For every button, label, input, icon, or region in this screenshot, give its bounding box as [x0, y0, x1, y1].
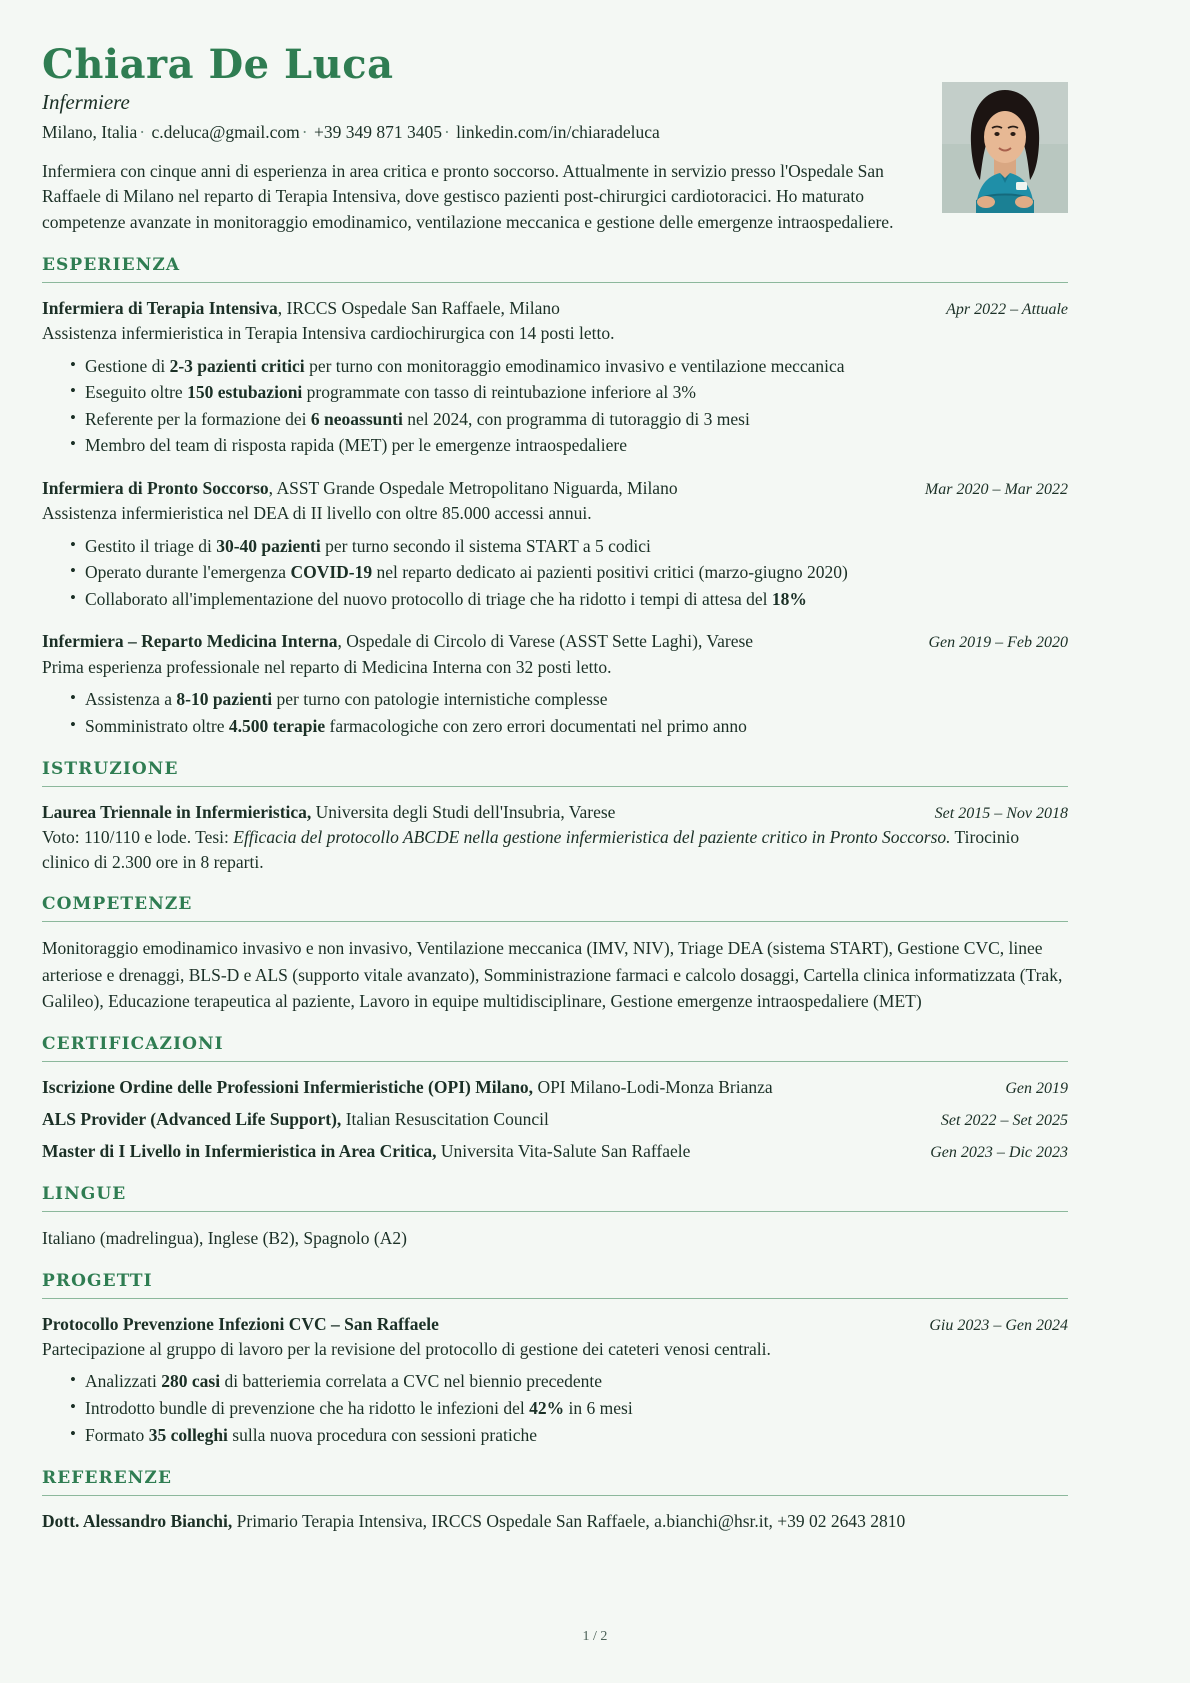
experience-separator: ,	[268, 477, 277, 498]
page-indicator: 1 / 2	[582, 1629, 608, 1644]
profile-photo	[942, 82, 1068, 213]
experience-bullet-list	[42, 353, 1068, 459]
bullet-text-pre: Formato	[85, 1424, 149, 1445]
section-references	[42, 1468, 1068, 1533]
education-school: Universita degli Studi dell'Insubria, Varese	[311, 802, 616, 823]
candidate-headline: Infermiere	[42, 90, 130, 114]
section-title-references: REFERENZE	[42, 1468, 173, 1489]
project-entry	[42, 1312, 1068, 1448]
experience-role: Infermiera di Terapia Intensiva	[42, 297, 278, 318]
bullet-text-bold: 18%	[771, 588, 807, 609]
project-title	[42, 1312, 911, 1336]
project-entry-head	[42, 1312, 1068, 1336]
certification-title	[42, 1107, 923, 1131]
bullet-text-pre: Somministrato oltre	[85, 715, 229, 736]
certification-name: Master di I Livello in Infermieristica in Area Critica,	[42, 1141, 437, 1162]
certification-row	[42, 1075, 1068, 1099]
certification-issuer: OPI Milano-Lodi-Monza Brianza	[533, 1077, 773, 1098]
list-item	[70, 533, 1068, 560]
contact-line	[42, 121, 1068, 145]
bullet-text-post: sulla nuova procedura con sessioni pratiche	[227, 1424, 537, 1445]
education-degree: Laurea Triennale in Infermieristica,	[42, 802, 312, 823]
section-rule-references	[42, 1495, 1068, 1496]
bullet-text-pre: Analizzati	[85, 1371, 162, 1392]
bullet-text-post: farmacologiche con zero errori documentati nel primo anno	[325, 715, 747, 736]
certification-issuer: Italian Resuscitation Council	[341, 1109, 549, 1130]
education-detail	[42, 825, 1068, 874]
experience-date: Gen 2019 – Feb 2020	[928, 634, 1068, 652]
section-rule-skills	[42, 921, 1068, 922]
bullet-text-bold: 150 estubazioni	[187, 382, 303, 403]
contact-separator-1: ·	[139, 122, 146, 143]
experience-role: Infermiera – Reparto Medicina Interna	[42, 631, 338, 652]
experience-bullet-list	[42, 533, 1068, 613]
bullet-text-post: programmate con tasso di reintubazione inferiore al 3%	[302, 382, 696, 403]
bullet-text-pre: Referente per la formazione dei	[85, 408, 311, 429]
experience-entry-head	[42, 296, 1068, 320]
candidate-name: Chiara De Luca	[42, 41, 394, 88]
certification-row	[42, 1107, 1068, 1131]
list-item	[70, 406, 1068, 433]
list-item	[70, 1368, 1068, 1395]
contact-phone[interactable]: +39 349 871 3405	[313, 122, 442, 143]
contact-separator-3: ·	[443, 122, 450, 143]
project-bullet-list	[42, 1368, 1068, 1448]
bullet-text-pre: Gestito il triage di	[85, 535, 217, 556]
experience-date: Apr 2022 – Attuale	[946, 300, 1068, 318]
experience-org: IRCCS Ospedale San Raffaele, Milano	[286, 297, 560, 318]
bullet-text-pre: Introdotto bundle di prevenzione che ha ridotto le infezioni del	[85, 1398, 530, 1418]
project-name: Protocollo Prevenzione Infezioni CVC – San Raffaele	[42, 1313, 439, 1334]
education-entry	[42, 800, 1068, 874]
bullet-text-pre: Membro del team di risposta rapida (MET) per le emergenze intraospedaliere	[85, 435, 627, 456]
list-item	[70, 686, 1068, 713]
reference-detail: Primario Terapia Intensiva, IRCCS Ospedale San Raffaele, a.bianchi@hsr.it, +39 02 2643 2810	[232, 1511, 906, 1532]
list-item	[70, 586, 1068, 613]
certification-name: ALS Provider (Advanced Life Support),	[42, 1109, 342, 1130]
section-languages	[42, 1184, 1068, 1251]
section-rule-projects	[42, 1298, 1068, 1299]
experience-separator: ,	[277, 297, 287, 318]
list-item	[70, 1395, 1068, 1422]
bullet-text-bold: 42%	[529, 1398, 565, 1418]
experience-bullet-list	[42, 686, 1068, 739]
certification-name: Iscrizione Ordine delle Professioni Infermieristiche (OPI) Milano,	[42, 1077, 534, 1098]
experience-entry	[42, 296, 1068, 459]
section-title-certifications: CERTIFICAZIONI	[42, 1034, 224, 1055]
reference-entry	[42, 1509, 1068, 1533]
experience-org: ASST Grande Ospedale Metropolitano Niguarda, Milano	[276, 477, 678, 498]
certification-row	[42, 1139, 1068, 1163]
section-title-experience: ESPERIENZA	[42, 254, 181, 275]
list-item	[70, 713, 1068, 740]
experience-entry-title	[42, 476, 907, 500]
experience-entry-head	[42, 629, 1068, 653]
bullet-text-bold: 35 colleghi	[148, 1424, 228, 1445]
skills-text: Monitoraggio emodinamico invasivo e non invasivo, Ventilazione meccanica (IMV, NIV), Triage DEA (sistema START), Gestione CVC, linee arteriose e drenaggi, BLS-D e ALS (supporto vitale avanzato), Somministrazione farmaci e calcolo dosaggi, Cartella clinica informatizzata (Trak, Galileo), Educazione terapeutica al paziente, Lavoro in equipe multidisciplinare, Gestione emergenze intraospedaliere (MET)	[42, 938, 1063, 1011]
certification-title	[42, 1075, 987, 1099]
bullet-text-post: nel reparto dedicato ai pazienti positivi critici (marzo-giugno 2020)	[372, 562, 848, 583]
bullet-text-post: nel 2024, con programma di tutoraggio di 3 mesi	[402, 408, 750, 429]
section-experience	[42, 255, 1068, 739]
bullet-text-bold: 280 casi	[161, 1371, 221, 1392]
certification-date: Gen 2023 – Dic 2023	[930, 1144, 1068, 1162]
bullet-text-pre: Gestione di	[85, 355, 170, 376]
experience-entry	[42, 476, 1068, 612]
education-date: Set 2015 – Nov 2018	[934, 805, 1068, 823]
section-projects	[42, 1271, 1068, 1448]
bullet-text-pre: Collaborato all'implementazione del nuovo protocollo di triage che ha ridotto i tempi di attesa del	[85, 588, 772, 609]
bullet-text-post: in 6 mesi	[564, 1398, 633, 1418]
experience-subtitle: Prima esperienza professionale nel reparto di Medicina Interna con 32 posti letto.	[42, 656, 612, 677]
bullet-text-bold: 4.500 terapie	[228, 715, 326, 736]
bullet-text-pre: Eseguito oltre	[85, 382, 188, 403]
experience-entry-head	[42, 476, 1068, 500]
bullet-text-post: per turno secondo il sistema START a 5 codici	[320, 535, 651, 556]
list-item	[70, 1422, 1068, 1449]
experience-separator: ,	[337, 631, 347, 652]
section-title-skills: COMPETENZE	[42, 894, 193, 915]
contact-separator-2: ·	[301, 122, 308, 143]
certification-date: Set 2022 – Set 2025	[940, 1112, 1068, 1130]
contact-linkedin[interactable]: linkedin.com/in/chiaradeluca	[456, 122, 660, 143]
section-title-education: ISTRUZIONE	[42, 759, 179, 780]
section-education	[42, 759, 1068, 874]
section-skills	[42, 894, 1068, 1014]
certification-issuer: Universita Vita-Salute San Raffaele	[436, 1141, 691, 1162]
reference-name: Dott. Alessandro Bianchi,	[42, 1511, 233, 1532]
section-rule-languages	[42, 1211, 1068, 1212]
bullet-text-bold: 6 neoassunti	[310, 408, 403, 429]
experience-entry-title	[42, 296, 928, 320]
profile-photo-image	[942, 82, 1068, 213]
bullet-text-post: per turno con monitoraggio emodinamico invasivo e ventilazione meccanica	[304, 355, 845, 376]
contact-location: Milano, Italia	[42, 122, 138, 143]
experience-org: Ospedale di Circolo di Varese (ASST Sette Laghi), Varese	[346, 631, 754, 652]
experience-subtitle: Assistenza infermieristica in Terapia Intensiva cardiochirurgica con 14 posti letto.	[42, 323, 615, 344]
certification-title	[42, 1139, 912, 1163]
bullet-text-pre: Assistenza a	[85, 689, 177, 710]
section-certifications	[42, 1034, 1068, 1163]
page-footer	[0, 1629, 1190, 1645]
bullet-text-bold: 30-40 pazienti	[216, 535, 321, 556]
project-subtitle: Partecipazione al gruppo di lavoro per la revisione del protocollo di gestione dei cateteri venosi centrali.	[42, 1338, 771, 1359]
list-item	[70, 432, 1068, 459]
certification-date: Gen 2019	[1005, 1080, 1068, 1098]
experience-entry-title	[42, 629, 910, 653]
resume-header	[42, 41, 1068, 235]
bullet-text-post: di batteriemia correlata a CVC nel biennio precedente	[220, 1371, 603, 1392]
experience-entry	[42, 629, 1068, 739]
section-rule-education	[42, 786, 1068, 787]
experience-subtitle: Assistenza infermieristica nel DEA di II livello con oltre 85.000 accessi annui.	[42, 503, 592, 524]
list-item	[70, 559, 1068, 586]
education-detail-pre: Voto: 110/110 e lode. Tesi:	[42, 827, 234, 848]
bullet-text-bold: 8-10 pazienti	[176, 689, 273, 710]
list-item	[70, 353, 1068, 380]
education-entry-head	[42, 800, 1068, 824]
bullet-text-pre: Operato durante l'emergenza	[85, 562, 291, 583]
education-entry-title	[42, 800, 917, 824]
contact-email[interactable]: c.deluca@gmail.com	[151, 122, 300, 143]
experience-role: Infermiera di Pronto Soccorso	[42, 477, 269, 498]
list-item	[70, 379, 1068, 406]
section-rule-experience	[42, 282, 1068, 283]
section-title-projects: PROGETTI	[42, 1270, 153, 1291]
education-detail-post: Tirocinio clinico di 2.300 ore in 8 reparti.	[42, 827, 1020, 872]
bullet-text-bold: 2-3 pazienti critici	[169, 355, 305, 376]
project-date: Giu 2023 – Gen 2024	[929, 1316, 1068, 1334]
languages-text: Italiano (madrelingua), Inglese (B2), Spagnolo (A2)	[42, 1227, 407, 1248]
bullet-text-bold: COVID-19	[290, 562, 373, 583]
education-thesis-title: Efficacia del protocollo ABCDE nella gestione infermieristica del paziente critico in Pronto Soccorso.	[233, 827, 951, 848]
experience-date: Mar 2020 – Mar 2022	[924, 480, 1068, 498]
professional-summary: Infermiera con cinque anni di esperienza in area critica e pronto soccorso. Attualmente in servizio presso l'Ospedale San Raffaele di Milano nel reparto di Terapia Intensiva, dove gestisco pazienti post-chirurgici cardiotoracici. Ho maturato competenze avanzate in monitoraggio emodinamico, ventilazione meccanica e gestione delle emergenze intraospedaliere.	[42, 160, 894, 232]
section-rule-certifications	[42, 1061, 1068, 1062]
bullet-text-post: per turno con patologie internistiche complesse	[272, 689, 608, 710]
section-title-languages: LINGUE	[42, 1183, 127, 1204]
